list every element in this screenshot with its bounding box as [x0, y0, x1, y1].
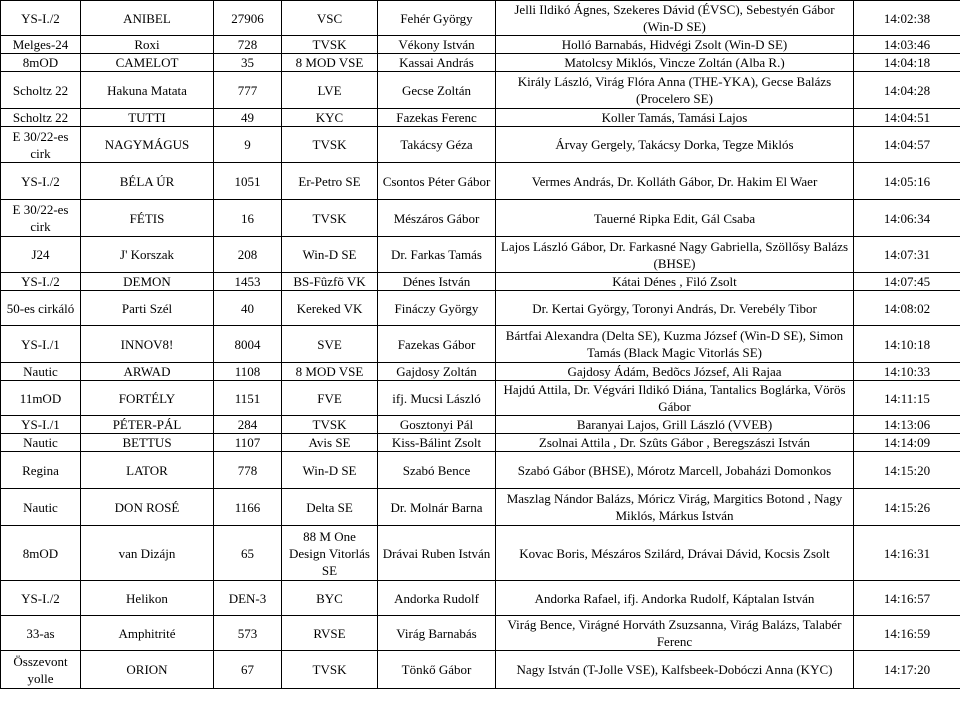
helmsman-cell: Csontos Péter Gábor: [378, 163, 496, 200]
boat-cell: BÉLA ÚR: [81, 163, 214, 200]
crew-cell: Andorka Rafael, ifj. Andorka Rudolf, Káptalan István: [496, 581, 854, 616]
sail-number-cell: 1166: [214, 489, 282, 526]
crew-cell: Tauerné Ripka Edit, Gál Csaba: [496, 200, 854, 237]
sail-number-cell: DEN-3: [214, 581, 282, 616]
boat-cell: LATOR: [81, 452, 214, 489]
sail-number-cell: 9: [214, 127, 282, 163]
class-cell: J24: [1, 237, 81, 273]
sail-number-cell: 35: [214, 54, 282, 72]
crew-cell: Vermes András, Dr. Kolláth Gábor, Dr. Hakim El Waer: [496, 163, 854, 200]
crew-cell: Lajos László Gábor, Dr. Farkasné Nagy Gabriella, Szöllősy Balázs (BHSE): [496, 237, 854, 273]
finish-time-cell: 14:14:09: [854, 434, 960, 452]
table-row: [1, 434, 960, 452]
helmsman-cell: Kiss-Bálint Zsolt: [378, 434, 496, 452]
class-cell: Scholtz 22: [1, 72, 81, 109]
table-row: [1, 273, 960, 291]
class-cell: 11mOD: [1, 381, 81, 416]
club-cell: VSC: [282, 1, 378, 36]
sail-number-cell: 728: [214, 36, 282, 54]
helmsman-cell: ifj. Mucsi László: [378, 381, 496, 416]
class-cell: Nautic: [1, 434, 81, 452]
sail-number-cell: 573: [214, 616, 282, 651]
boat-cell: Hakuna Matata: [81, 72, 214, 109]
finish-time-cell: 14:02:38: [854, 1, 960, 36]
table-row: [1, 54, 960, 72]
boat-cell: NAGYMÁGUS: [81, 127, 214, 163]
club-cell: BS-Fûzfõ VK: [282, 273, 378, 291]
finish-time-cell: 14:17:20: [854, 651, 960, 689]
sail-number-cell: 8004: [214, 326, 282, 363]
finish-time-cell: 14:04:51: [854, 109, 960, 127]
sail-number-cell: 65: [214, 526, 282, 581]
crew-cell: Dr. Kertai György, Toronyi András, Dr. Verebély Tibor: [496, 291, 854, 326]
club-cell: Kereked VK: [282, 291, 378, 326]
club-cell: Win-D SE: [282, 237, 378, 273]
finish-time-cell: 14:16:57: [854, 581, 960, 616]
table-row: [1, 489, 960, 526]
club-cell: Avis SE: [282, 434, 378, 452]
helmsman-cell: Drávai Ruben István: [378, 526, 496, 581]
table-row: [1, 200, 960, 237]
class-cell: Nautic: [1, 489, 81, 526]
class-cell: E 30/22-es cirk: [1, 127, 81, 163]
table-row: [1, 163, 960, 200]
finish-time-cell: 14:04:18: [854, 54, 960, 72]
boat-cell: ARWAD: [81, 363, 214, 381]
helmsman-cell: Tönkő Gábor: [378, 651, 496, 689]
boat-cell: Parti Szél: [81, 291, 214, 326]
boat-cell: DON ROSÉ: [81, 489, 214, 526]
class-cell: YS-I./2: [1, 273, 81, 291]
boat-cell: Roxi: [81, 36, 214, 54]
club-cell: Win-D SE: [282, 452, 378, 489]
finish-time-cell: 14:07:45: [854, 273, 960, 291]
boat-cell: van Dizájn: [81, 526, 214, 581]
table-row: [1, 109, 960, 127]
boat-cell: TUTTI: [81, 109, 214, 127]
boat-cell: PÉTER-PÁL: [81, 416, 214, 434]
club-cell: TVSK: [282, 200, 378, 237]
table-row: [1, 1, 960, 36]
class-cell: 8mOD: [1, 526, 81, 581]
sail-number-cell: 1107: [214, 434, 282, 452]
boat-cell: FÉTIS: [81, 200, 214, 237]
helmsman-cell: Gosztonyi Pál: [378, 416, 496, 434]
table-row: [1, 237, 960, 273]
crew-cell: Koller Tamás, Tamási Lajos: [496, 109, 854, 127]
sail-number-cell: 1108: [214, 363, 282, 381]
finish-time-cell: 14:13:06: [854, 416, 960, 434]
sail-number-cell: 40: [214, 291, 282, 326]
boat-cell: FORTÉLY: [81, 381, 214, 416]
finish-time-cell: 14:15:20: [854, 452, 960, 489]
crew-cell: Kovac Boris, Mészáros Szilárd, Drávai Dávid, Kocsis Zsolt: [496, 526, 854, 581]
table-row: [1, 291, 960, 326]
finish-time-cell: 14:04:57: [854, 127, 960, 163]
club-cell: 8 MOD VSE: [282, 363, 378, 381]
club-cell: Er-Petro SE: [282, 163, 378, 200]
table-row: [1, 36, 960, 54]
club-cell: TVSK: [282, 127, 378, 163]
class-cell: YS-I./2: [1, 163, 81, 200]
table-row: [1, 581, 960, 616]
boat-cell: Amphitrité: [81, 616, 214, 651]
class-cell: YS-I./2: [1, 581, 81, 616]
crew-cell: Baranyai Lajos, Grill László (VVEB): [496, 416, 854, 434]
helmsman-cell: Kassai András: [378, 54, 496, 72]
helmsman-cell: Dr. Farkas Tamás: [378, 237, 496, 273]
crew-cell: Virág Bence, Virágné Horváth Zsuzsanna, Virág Balázs, Talabér Ferenc: [496, 616, 854, 651]
club-cell: LVE: [282, 72, 378, 109]
sail-number-cell: 208: [214, 237, 282, 273]
sail-number-cell: 1453: [214, 273, 282, 291]
helmsman-cell: Andorka Rudolf: [378, 581, 496, 616]
crew-cell: Matolcsy Miklós, Vincze Zoltán (Alba R.): [496, 54, 854, 72]
table-row: [1, 616, 960, 651]
sail-number-cell: 1151: [214, 381, 282, 416]
table-row: [1, 363, 960, 381]
results-table-body: [1, 1, 960, 689]
table-row: [1, 127, 960, 163]
boat-cell: J' Korszak: [81, 237, 214, 273]
sail-number-cell: 49: [214, 109, 282, 127]
crew-cell: Bártfai Alexandra (Delta SE), Kuzma József (Win-D SE), Simon Tamás (Black Magic Vitorlás SE): [496, 326, 854, 363]
class-cell: Scholtz 22: [1, 109, 81, 127]
sail-number-cell: 67: [214, 651, 282, 689]
class-cell: YS-I./1: [1, 416, 81, 434]
helmsman-cell: Dr. Molnár Barna: [378, 489, 496, 526]
club-cell: FVE: [282, 381, 378, 416]
crew-cell: Maszlag Nándor Balázs, Móricz Virág, Margitics Botond , Nagy Miklós, Márkus István: [496, 489, 854, 526]
club-cell: Delta SE: [282, 489, 378, 526]
sail-number-cell: 778: [214, 452, 282, 489]
sail-number-cell: 284: [214, 416, 282, 434]
class-cell: 50-es cirkáló: [1, 291, 81, 326]
finish-time-cell: 14:06:34: [854, 200, 960, 237]
table-row: [1, 326, 960, 363]
helmsman-cell: Gecse Zoltán: [378, 72, 496, 109]
crew-cell: Kátai Dénes , Filó Zsolt: [496, 273, 854, 291]
class-cell: YS-I./1: [1, 326, 81, 363]
club-cell: BYC: [282, 581, 378, 616]
crew-cell: Holló Barnabás, Hidvégi Zsolt (Win-D SE): [496, 36, 854, 54]
sail-number-cell: 16: [214, 200, 282, 237]
club-cell: SVE: [282, 326, 378, 363]
boat-cell: Helikon: [81, 581, 214, 616]
finish-time-cell: 14:07:31: [854, 237, 960, 273]
finish-time-cell: 14:03:46: [854, 36, 960, 54]
finish-time-cell: 14:15:26: [854, 489, 960, 526]
finish-time-cell: 14:10:33: [854, 363, 960, 381]
helmsman-cell: Szabó Bence: [378, 452, 496, 489]
sail-number-cell: 1051: [214, 163, 282, 200]
boat-cell: CAMELOT: [81, 54, 214, 72]
helmsman-cell: Vékony István: [378, 36, 496, 54]
crew-cell: Király László, Virág Flóra Anna (THE-YKA), Gecse Balázs (Procelero SE): [496, 72, 854, 109]
crew-cell: Hajdú Attila, Dr. Végvári Ildikó Diána, Tantalics Boglárka, Vörös Gábor: [496, 381, 854, 416]
class-cell: Összevont yolle: [1, 651, 81, 689]
club-cell: TVSK: [282, 651, 378, 689]
class-cell: 33-as: [1, 616, 81, 651]
boat-cell: ORION: [81, 651, 214, 689]
table-row: [1, 416, 960, 434]
club-cell: RVSE: [282, 616, 378, 651]
crew-cell: Gajdosy Ádám, Bedõcs József, Ali Rajaa: [496, 363, 854, 381]
helmsman-cell: Fehér György: [378, 1, 496, 36]
crew-cell: Nagy István (T-Jolle VSE), Kalfsbeek-Dobóczi Anna (KYC): [496, 651, 854, 689]
table-row: [1, 651, 960, 689]
class-cell: E 30/22-es cirk: [1, 200, 81, 237]
sail-number-cell: 27906: [214, 1, 282, 36]
helmsman-cell: Takácsy Géza: [378, 127, 496, 163]
crew-cell: Zsolnai Attila , Dr. Szûts Gábor , Beregszászi István: [496, 434, 854, 452]
crew-cell: Jelli Ildikó Ágnes, Szekeres Dávid (ÉVSC), Sebestyén Gábor (Win-D SE): [496, 1, 854, 36]
finish-time-cell: 14:11:15: [854, 381, 960, 416]
finish-time-cell: 14:05:16: [854, 163, 960, 200]
helmsman-cell: Gajdosy Zoltán: [378, 363, 496, 381]
crew-cell: Szabó Gábor (BHSE), Mórotz Marcell, Jobaházi Domonkos: [496, 452, 854, 489]
table-row: [1, 72, 960, 109]
club-cell: KYC: [282, 109, 378, 127]
finish-time-cell: 14:10:18: [854, 326, 960, 363]
table-row: [1, 381, 960, 416]
finish-time-cell: 14:16:31: [854, 526, 960, 581]
club-cell: 8 MOD VSE: [282, 54, 378, 72]
class-cell: 8mOD: [1, 54, 81, 72]
boat-cell: DEMON: [81, 273, 214, 291]
table-row: [1, 452, 960, 489]
finish-time-cell: 14:08:02: [854, 291, 960, 326]
class-cell: Melges-24: [1, 36, 81, 54]
class-cell: Regina: [1, 452, 81, 489]
helmsman-cell: Fináczy György: [378, 291, 496, 326]
class-cell: Nautic: [1, 363, 81, 381]
finish-time-cell: 14:04:28: [854, 72, 960, 109]
helmsman-cell: Dénes István: [378, 273, 496, 291]
class-cell: YS-I./2: [1, 1, 81, 36]
helmsman-cell: Fazekas Ferenc: [378, 109, 496, 127]
table-row: [1, 526, 960, 581]
crew-cell: Árvay Gergely, Takácsy Dorka, Tegze Miklós: [496, 127, 854, 163]
helmsman-cell: Mészáros Gábor: [378, 200, 496, 237]
club-cell: TVSK: [282, 416, 378, 434]
club-cell: 88 M One Design Vitorlás SE: [282, 526, 378, 581]
helmsman-cell: Virág Barnabás: [378, 616, 496, 651]
helmsman-cell: Fazekas Gábor: [378, 326, 496, 363]
boat-cell: INNOV8!: [81, 326, 214, 363]
boat-cell: BETTUS: [81, 434, 214, 452]
finish-time-cell: 14:16:59: [854, 616, 960, 651]
club-cell: TVSK: [282, 36, 378, 54]
sail-number-cell: 777: [214, 72, 282, 109]
boat-cell: ANIBEL: [81, 1, 214, 36]
